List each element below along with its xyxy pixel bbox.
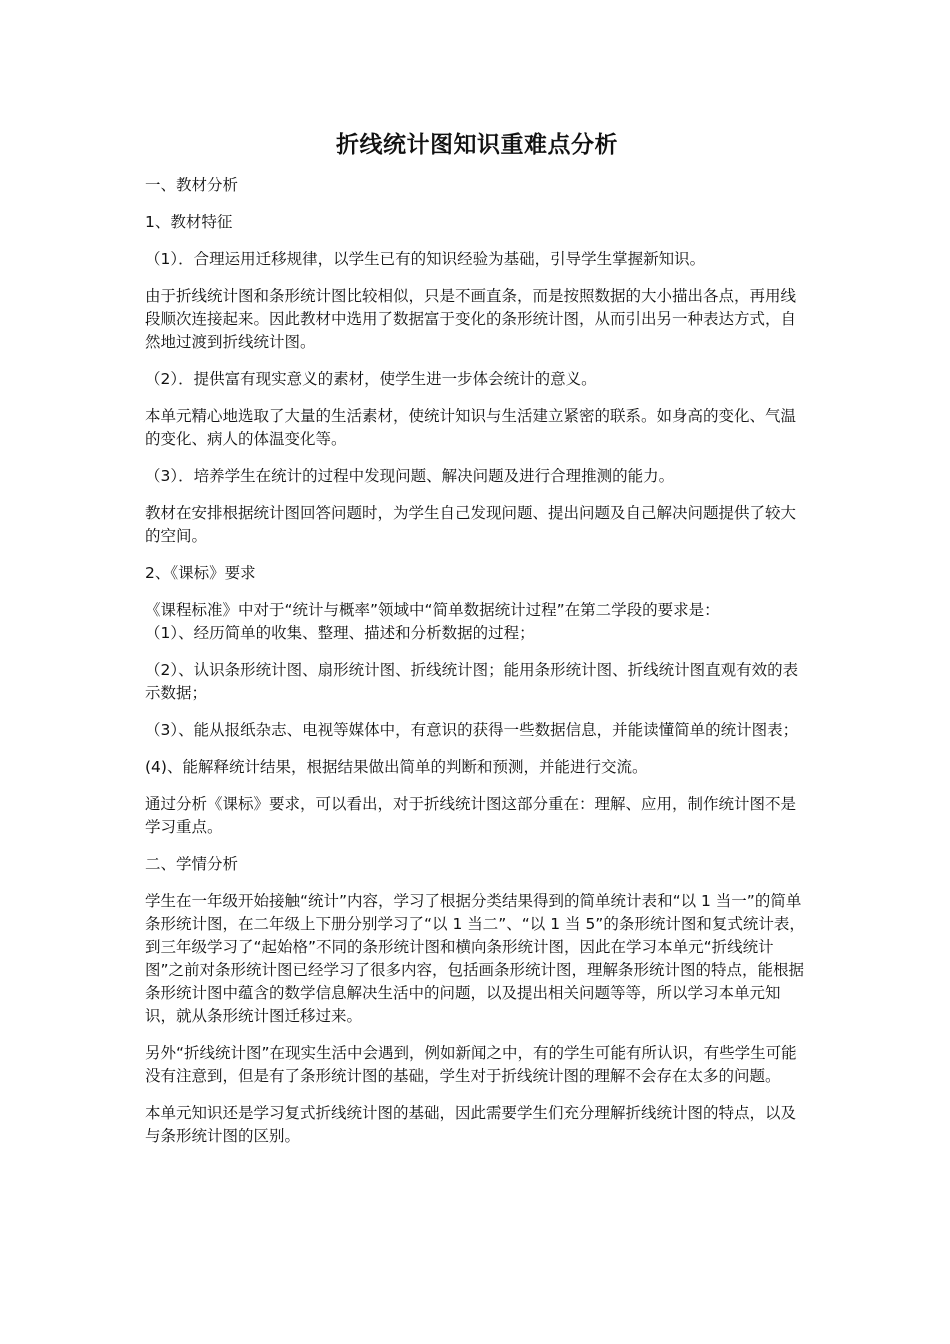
body-paragraph: 通过分析《课标》要求，可以看出，对于折线统计图这部分重在：理解、应用，制作统计图不是学习重点。	[145, 795, 797, 836]
point-heading: （3）．培养学生在统计的过程中发现问题、解决问题及进行合理推测的能力。	[145, 467, 675, 485]
document-title: 折线统计图知识重难点分析	[336, 132, 618, 158]
body-paragraph: 《课程标准》中对于“统计与概率”领域中“简单数据统计过程”在第二学段的要求是：	[145, 601, 720, 619]
list-item: (4)、能解释统计结果，根据结果做出简单的判断和预测，并能进行交流。	[145, 758, 648, 776]
list-item: （1）、经历简单的收集、整理、描述和分析数据的过程；	[145, 624, 535, 642]
point-heading: （2）．提供富有现实意义的素材，使学生进一步体会统计的意义。	[145, 370, 597, 388]
section-heading: 二、学情分析	[145, 855, 239, 873]
list-item: （2）、认识条形统计图、扇形统计图、折线统计图；能用条形统计图、折线统计图直观有效的表示数据；	[145, 661, 799, 702]
body-paragraph: 教材在安排根据统计图回答问题时，为学生自己发现问题、提出问题及自己解决问题提供了较大的空间。	[145, 504, 797, 545]
body-paragraph: 学生在一年级开始接触“统计”内容，学习了根据分类结果得到的简单统计表和“以 1 当一”的简单条形统计图，在二年级上下册分别学习了“以 1 当二”、“以 1 当 5”的条形统计图和复式统计表，到三年级学习了“起始格”不同的条形统计图和横向条形统计图，因此在学习本单元“折线统计图”之前对条形统计图已经学习了很多内容，包括画条形统计图，理解条形统计图的特点，能根据条形统计图中蕴含的数学信息解决生活中的问题，以及提出相关问题等等，所以学习本单元知识，就从条形统计图迁移过来。	[145, 892, 805, 1025]
body-paragraph: 另外“折线统计图”在现实生活中会遇到，例如新闻之中，有的学生可能有所认识，有些学生可能没有注意到，但是有了条形统计图的基础，学生对于折线统计图的理解不会存在太多的问题。	[145, 1044, 797, 1085]
list-item: （3）、能从报纸杂志、电视等媒体中，有意识的获得一些数据信息，并能读懂简单的统计图表；	[145, 721, 799, 739]
section-heading: 一、教材分析	[145, 176, 239, 194]
body-paragraph: 由于折线统计图和条形统计图比较相似，只是不画直条，而是按照数据的大小描出各点，再用线段顺次连接起来。因此教材中选用了数据富于变化的条形统计图，从而引出另一种表达方式，自然地过渡到折线统计图。	[145, 287, 797, 351]
document-page	[145, 126, 809, 1162]
subsection-heading: 1、教材特征	[145, 213, 233, 231]
subsection-heading: 2、《课标》要求	[145, 564, 256, 582]
body-paragraph: 本单元知识还是学习复式折线统计图的基础，因此需要学生们充分理解折线统计图的特点，以及与条形统计图的区别。	[145, 1104, 797, 1145]
point-heading: （1）．合理运用迁移规律，以学生已有的知识经验为基础，引导学生掌握新知识。	[145, 250, 706, 268]
body-paragraph: 本单元精心地选取了大量的生活素材，使统计知识与生活建立紧密的联系。如身高的变化、气温的变化、病人的体温变化等。	[145, 407, 797, 448]
